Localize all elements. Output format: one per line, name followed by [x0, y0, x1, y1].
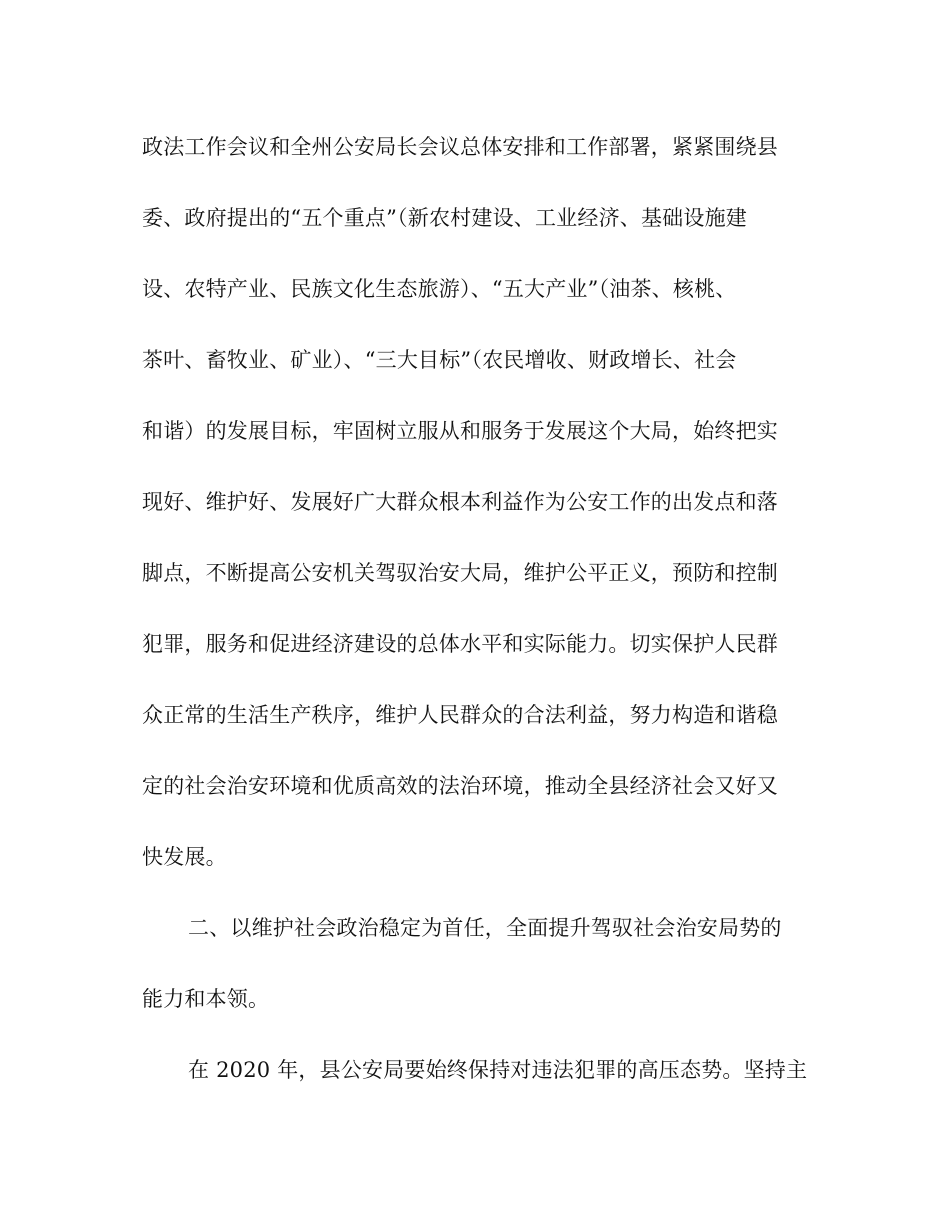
text-line: 犯罪，服务和促进经济建设的总体水平和实际能力。切实保护人民群 [142, 632, 778, 656]
text-line: 政法工作会议和全州公安局长会议总体安排和工作部署，紧紧围绕县 [142, 135, 778, 159]
text-line: 委、政府提出的“五个重点”（新农村建设、工业经济、基础设施建 [142, 206, 747, 230]
heading-line: 二、以维护社会政治稳定为首任，全面提升驾驭社会治安局势的 [188, 916, 782, 940]
text-line: 设、农特产业、民族文化生态旅游）、“五大产业”（油茶、核桃、 [142, 277, 737, 301]
text-line: 茶叶、畜牧业、矿业）、“三大目标”（农民增收、财政增长、社会 [142, 348, 737, 372]
text-line: 脚点，不断提高公安机关驾驭治安大局，维护公平正义，预防和控制 [142, 561, 778, 585]
text-line: 现好、维护好、发展好广大群众根本利益作为公安工作的出发点和落 [142, 490, 778, 514]
heading-line: 能力和本领。 [142, 987, 270, 1011]
text-line: 定的社会治安环境和优质高效的法治环境，推动全县经济社会又好又 [142, 774, 778, 798]
text-line: 和谐）的发展目标，牢固树立服从和服务于发展这个大局，始终把实 [142, 419, 778, 443]
text-line: 快发展。 [142, 845, 227, 869]
text-line: 在 2020 年，县公安局要始终保持对违法犯罪的高压态势。坚持主 [188, 1058, 808, 1082]
text-line: 众正常的生活生产秩序，维护人民群众的合法利益，努力构造和谐稳 [142, 703, 778, 727]
